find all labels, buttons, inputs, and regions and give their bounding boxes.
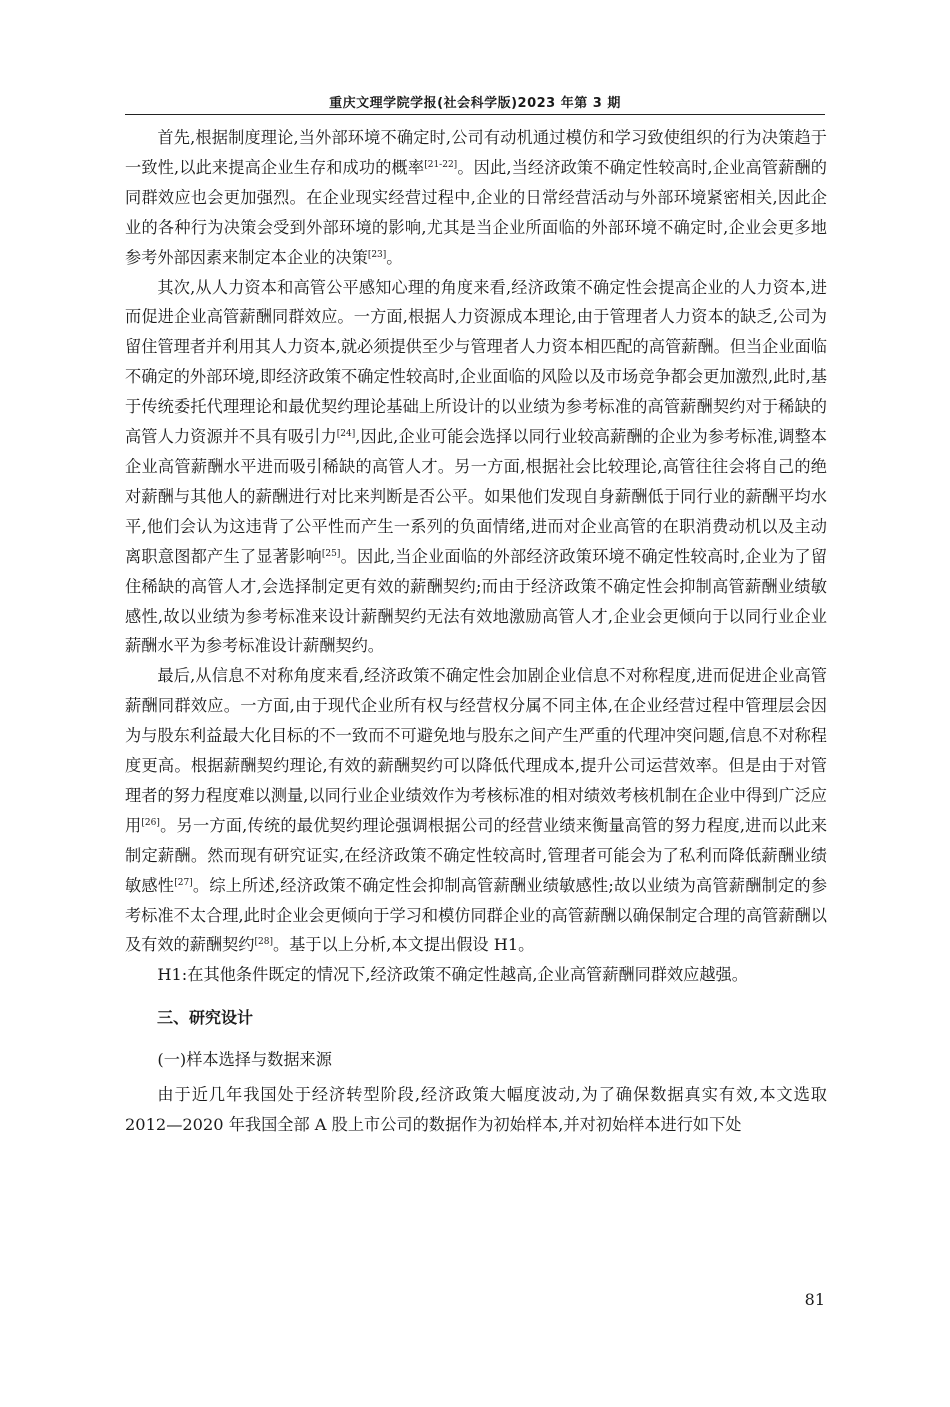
citation: [23]	[367, 249, 387, 260]
article-body	[125, 123, 827, 1140]
paragraph-information-asymmetry: 最后,从信息不对称角度来看,经济政策不确定性会加剧企业信息不对称程度,进而促进企业高管薪酬同群效应。一方面,由于现代企业所有权与经营权分属不同主体,在企业经营过程中管理层会因为与股东利益最大化目标的不一致而不可避免地与股东之间产生严重的代理冲突问题,信息不对称程度更高。根据薪酬契约理论,有效的薪酬契约可以降低代理成本,提升公司运营效率。但是由于对管理者的努力程度难以测量,以同行业企业绩效作为考核标准的相对绩效考核机制在企业中得到广泛应用[26]。另一方面,传统的最优契约理论强调根据公司的经营业绩来衡量高管的努力程度,进而以此来制定薪酬。然而现有研究证实,在经济政策不确定性较高时,管理者可能会为了私利而降低薪酬业绩敏感性[27]。综上所述,经济政策不确定性会抑制高管薪酬业绩敏感性;故以业绩为高管薪酬制定的参考标准不太合理,此时企业会更倾向于学习和模仿同群企业的高管薪酬以确保制定合理的高管薪酬以及有效的薪酬契约[28]。基于以上分析,本文提出假设 H1。	[125, 666, 828, 955]
citation: [25]	[321, 548, 341, 559]
subsection-heading: (一)样本选择与数据来源	[157, 1050, 332, 1070]
section-heading: 三、研究设计	[157, 1008, 254, 1028]
citation: [27]	[174, 877, 193, 888]
paragraph-sample-selection: 由于近几年我国处于经济转型阶段,经济政策大幅度波动,为了确保数据真实有效,本文选取 2012—2020 年我国全部 A 股上市公司的数据作为初始样本,并对初始样本进行如下处	[125, 1085, 827, 1135]
citation: [21-22]	[424, 159, 458, 170]
header-rule	[125, 114, 825, 115]
paragraph-institutional-theory: 首先,根据制度理论,当外部环境不确定时,公司有动机通过模仿和学习致使组织的行为决策趋于一致性,以此来提高企业生存和成功的概率[21-22]。因此,当经济政策不确定性较高时,企业高管薪酬的同群效应也会更加强烈。在企业现实经营过程中,企业的日常经营活动与外部环境紧密相关,因此企业的各种行为决策会受到外部环境的影响,尤其是当企业所面临的外部环境不确定时,企业会更多地参考外部因素来制定本企业的决策[23]。	[125, 128, 827, 267]
paragraph-human-capital: 其次,从人力资本和高管公平感知心理的角度来看,经济政策不确定性会提高企业的人力资本,进而促进企业高管薪酬同群效应。一方面,根据人力资源成本理论,由于管理者人力资本的缺乏,公司为留住管理者并利用其人力资本,就必须提供至少与管理者人力资本相匹配的高管薪酬。但当企业面临不确定的外部环境,即经济政策不确定性较高时,企业面临的风险以及市场竞争都会更加激烈,此时,基于传统委托代理理论和最优契约理论基础上所设计的以业绩为参考标准的高管薪酬契约对于稀缺的高管人力资源并不具有吸引力[24],因此,企业可能会选择以同行业较高薪酬的企业为参考标准,调整本企业高管薪酬水平进而吸引稀缺的高管人才。另一方面,根据社会比较理论,高管往往会将自己的绝对薪酬与其他人的薪酬进行对比来判断是否公平。如果他们发现自身薪酬低于同行业的薪酬平均水平,他们会认为这违背了公平性而产生一系列的负面情绪,进而对企业高管的在职消费动机以及主动离职意图都产生了显著影响[25]。因此,当企业面临的外部经济政策环境不确定性较高时,企业为了留住稀缺的高管人才,会选择制定更有效的薪酬契约;而由于经济政策不确定性会抑制高管薪酬业绩敏感性,故以业绩为参考标准来设计薪酬契约无法有效地激励高管人才,企业会更倾向于以同行业企业薪酬水平为参考标准设计薪酬契约。	[125, 277, 828, 656]
page-number: 81	[804, 1290, 825, 1309]
journal-header: 重庆文理学院学报(社会科学版)2023 年第 3 期	[329, 96, 621, 111]
citation: [26]	[141, 817, 160, 828]
hypothesis-h1: H1:在其他条件既定的情况下,经济政策不确定性越高,企业高管薪酬同群效应越强。	[157, 965, 748, 985]
citation: [28]	[254, 937, 273, 948]
citation: [24]	[336, 429, 356, 440]
